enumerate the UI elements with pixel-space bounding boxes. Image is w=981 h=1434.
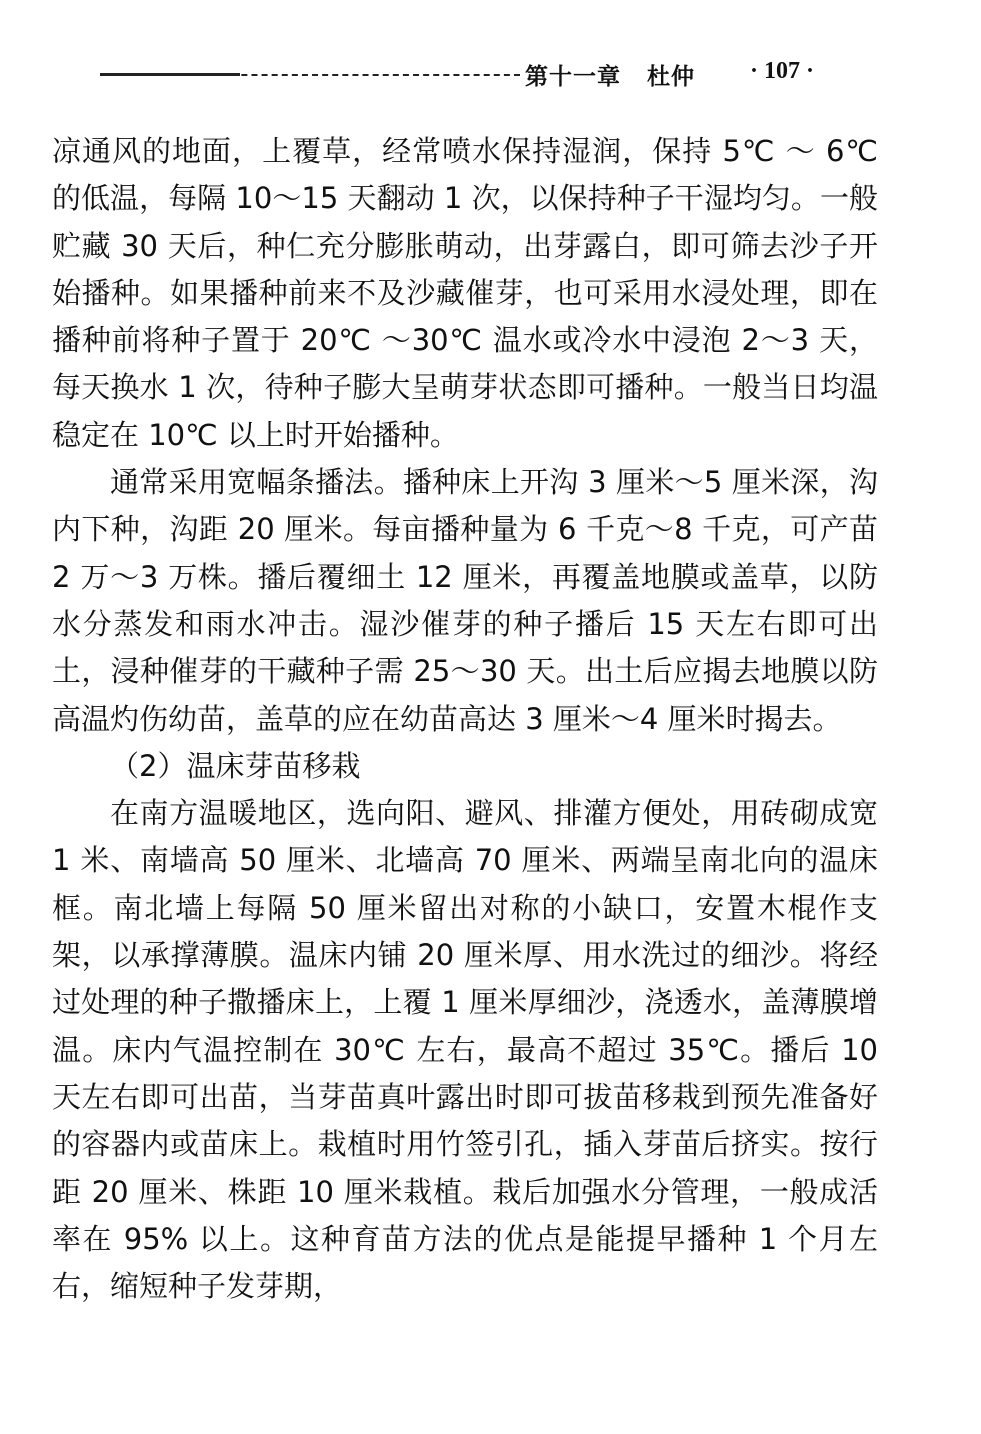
- paragraph-sowing-method: 通常采用宽幅条播法。播种床上开沟 3 厘米～5 厘米深，沟内下种，沟距 20 厘米。每亩播种量为 6 千克～8 千克，可产苗 2 万～3 万株。播后覆细土 12 厘米，再覆盖地膜或盖草，以防水分蒸发和雨水冲击。湿沙催芽的种子播后 15 天左右即可出土，浸种催芽的干藏种子需 25～30 天。出土后应揭去地膜以防高温灼伤幼苗，盖草的应在幼苗高达 3 厘米～4 厘米时揭去。: [52, 465, 878, 736]
- paragraph-continued: 凉通风的地面，上覆草，经常喷水保持湿润，保持 5℃ ～ 6℃ 的低温，每隔 10～15 天翻动 1 次，以保持种子干湿均匀。一般贮藏 30 天后，种仁充分膨胀萌动，出芽露白，即可筛去沙子开始播种。如果播种前来不及沙藏催芽，也可采用水浸处理，即在播种前将种子置于 20℃ ～30℃ 温水或冷水中浸泡 2～3 天，每天换水 1 次，待种子膨大呈萌芽状态即可播种。一般当日均温稳定在 10℃ 以上时开始播种。: [52, 134, 878, 452]
- header-rule-solid: [100, 73, 240, 76]
- page-number: · 107 ·: [750, 58, 815, 84]
- running-header: [100, 58, 860, 94]
- chapter-label: 第十一章: [525, 63, 621, 90]
- chapter-title: 杜仲: [647, 63, 695, 90]
- main-text: [52, 128, 878, 1310]
- section-subheading: （2）温床芽苗移栽: [110, 748, 361, 783]
- paragraph-hotbed: 在南方温暖地区，选向阳、避风、排灌方便处，用砖砌成宽 1 米、南墙高 50 厘米、北墙高 70 厘米、两端呈南北向的温床框。南北墙上每隔 50 厘米留出对称的小缺口，安置木棍作支架，以承撑薄膜。温床内铺 20 厘米厚、用水洗过的细沙。将经过处理的种子撒播床上，上覆 1 厘米厚细沙，浇透水，盖薄膜增温。床内气温控制在 30℃ 左右，最高不超过 35℃。播后 10 天左右即可出苗，当芽苗真叶露出时即可拔苗移栽到预先准备好的容器内或苗床上。栽植时用竹签引孔，插入芽苗后挤实。按行距 20 厘米、株距 10 厘米栽植。栽后加强水分管理，一般成活率在 95% 以上。这种育苗方法的优点是能提早播种 1 个月左右，缩短种子发芽期，: [52, 796, 878, 1304]
- chapter-heading: [525, 58, 695, 91]
